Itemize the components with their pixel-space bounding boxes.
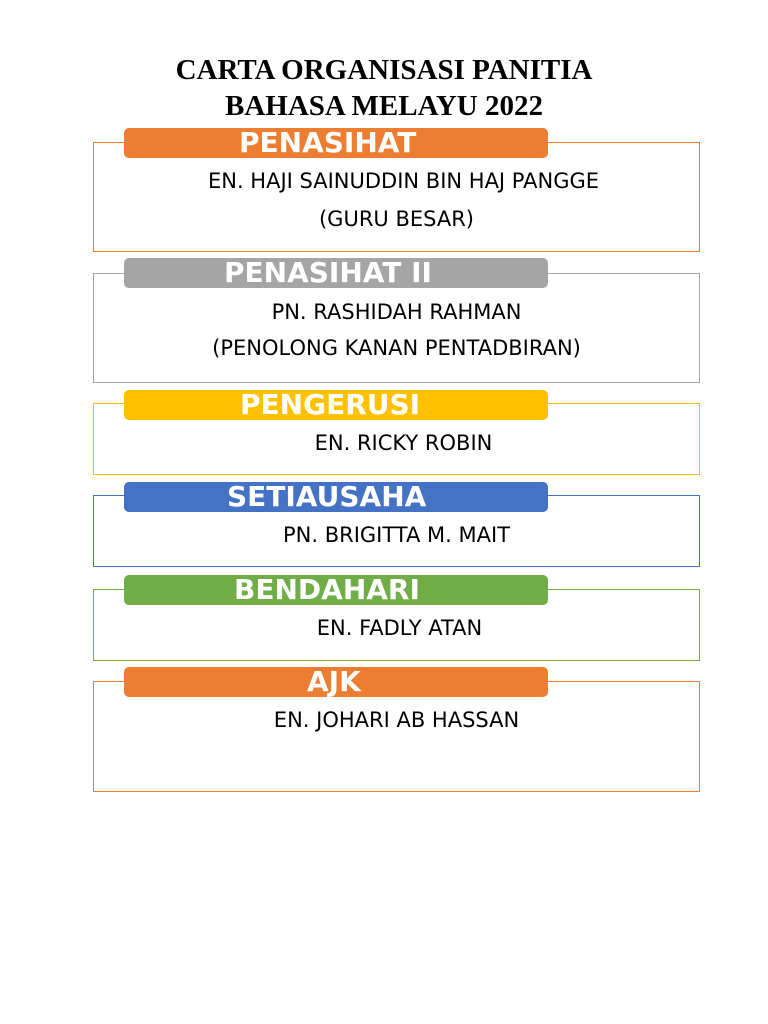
tab-penasihat xyxy=(124,128,548,158)
tab-label-pengerusi: PENGERUSI xyxy=(240,388,421,421)
tab-bendahari xyxy=(124,575,548,605)
box-penasihat-ii xyxy=(93,273,700,383)
tab-label-penasihat-ii: PENASIHAT II xyxy=(224,256,432,289)
member-penasihat-role: (GURU BESAR) xyxy=(318,207,475,231)
tab-label-bendahari: BENDAHARI xyxy=(234,573,420,606)
member-penasihat-ii-name: PN. RASHIDAH RAHMAN xyxy=(271,300,522,324)
tab-label-penasihat: PENASIHAT xyxy=(239,126,417,159)
chart-title-line-2: BAHASA MELAYU 2022 xyxy=(225,90,543,122)
tab-label-ajk: AJK xyxy=(307,665,361,698)
member-setiausaha-name: PN. BRIGITTA M. MAIT xyxy=(282,523,511,547)
tab-setiausaha xyxy=(124,482,548,512)
chart-title-line-1: CARTA ORGANISASI PANITIA xyxy=(175,54,593,86)
chart-title xyxy=(0,52,768,124)
member-pengerusi-name: EN. RICKY ROBIN xyxy=(314,431,493,455)
member-penasihat-ii-role: (PENOLONG KANAN PENTADBIRAN) xyxy=(212,336,581,360)
tab-label-setiausaha: SETIAUSAHA xyxy=(227,480,427,513)
tab-penasihat-ii xyxy=(124,258,548,288)
box-ajk xyxy=(93,681,700,792)
tab-pengerusi xyxy=(124,390,548,420)
member-ajk-name: EN. JOHARI AB HASSAN xyxy=(273,708,520,732)
tab-ajk xyxy=(124,667,548,697)
member-penasihat-name: EN. HAJI SAINUDDIN BIN HAJ PANGGE xyxy=(207,169,600,193)
member-bendahari-name: EN. FADLY ATAN xyxy=(316,616,483,640)
